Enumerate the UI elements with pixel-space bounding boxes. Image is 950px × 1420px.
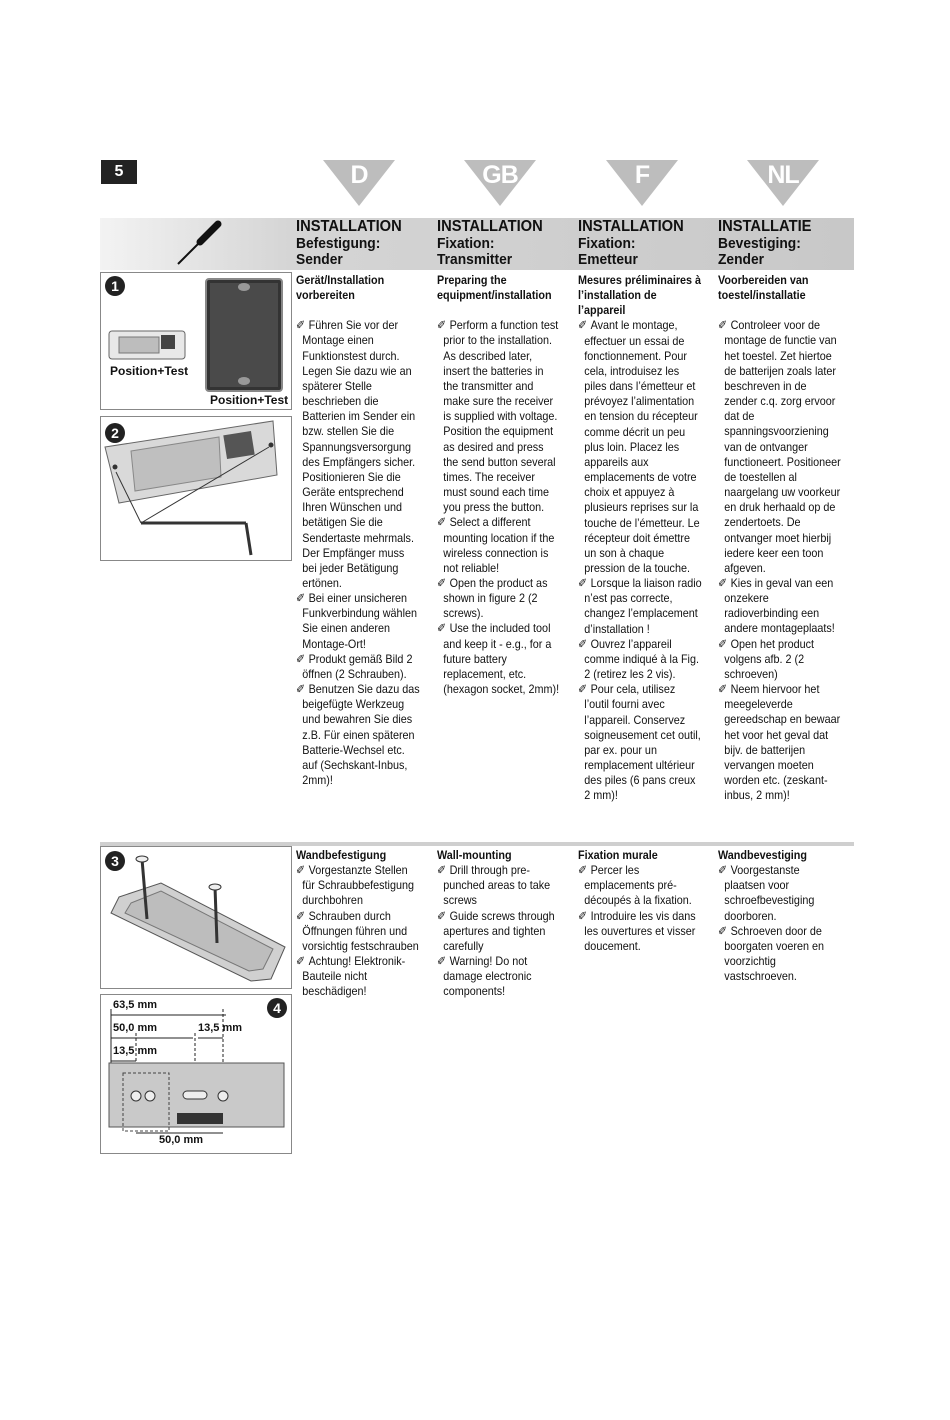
list-item [437,515,561,576]
column-subheading: Mesures préliminaires à l’installation de l’appareil [578,273,702,318]
column-subheading: Wall-mounting [437,848,512,862]
list-item-text: Voorgestanste plaatsen voor schroefbevestiging doorboren. [724,863,815,923]
list-item-text: Führen Sie vor der Montage einen Funktionstest durch. Legen Sie dazu wie an späterer Stelle beschrieben die Batterien im Sender ein bzw. stellen Sie die Spannungsversorgung des Empfängers sicher. Positionieren Sie die Geräte entsprechend Ihren Wünschen und betätigen Sie die Sendertaste mehrmals. Der Empfänger muss bei jeder Betätigung ertönen. [302,318,416,590]
list-item-text: Drill through pre-punched areas to take screws [443,863,551,908]
pencil-icon: ✐ [437,575,447,590]
list-item-text: Open the product as shown in figure 2 (2 screws). [443,575,548,621]
figure-badge: 4 [267,998,287,1018]
heading-d [296,218,436,268]
figure-label: Position+Test [110,364,189,378]
pencil-icon: ✐ [718,863,728,878]
pencil-icon: ✐ [718,923,728,938]
pencil-icon: ✐ [437,954,447,969]
pencil-icon: ✐ [437,863,447,878]
list-item-text: Use the included tool and keep it - e.g., for a future battery replacement, etc. (hexagon socket, 2mm)! [443,621,560,697]
list-item [718,863,842,924]
list-item-text: Achtung! Elektronik-Bauteile nicht beschädigen! [302,954,406,999]
pencil-icon: ✐ [718,636,728,651]
list-item [718,576,842,637]
list-item-text: Pour cela, utilisez l’outil fourni avec l’appareil. Conservez soigneusement cet outil, par ex. pour un remplacement ultérieur des piles (6 pans creux 2 mm)! [584,682,701,803]
heading-title: INSTALLATION [296,218,402,235]
list-item-text: Lorsque la liaison radio n’est pas correcte, changez l’emplacement d’installation ! [584,576,702,636]
opened-transmitter-illustration [101,417,291,560]
list-item [437,318,561,515]
heading-subtitle: Fixation: [437,235,495,252]
list-item [296,863,420,908]
pencil-icon: ✐ [296,651,306,666]
list-item [578,682,702,803]
list-item [578,863,702,908]
language-marker-d [323,160,395,206]
figure-2 [100,416,292,561]
wall-mounting-illustration [101,847,291,988]
pencil-icon: ✐ [296,682,306,697]
column-subheading: Wandbevestiging [718,848,808,862]
list-item [578,318,702,576]
list-item [296,591,420,652]
heading-subtitle: Bevestiging: [718,235,801,252]
language-marker-nl [747,160,819,206]
list-item-text: Schroeven door de boorgaten voeren en voorzichtig vastschroeven. [724,923,824,984]
language-label: F [634,161,650,189]
list-item [296,909,420,954]
pencil-icon: ✐ [718,318,728,333]
heading-title: INSTALLATION [578,218,684,235]
pencil-icon: ✐ [578,318,588,333]
figure-label: Position+Test [210,393,289,407]
transmitter-receiver-illustration [101,273,291,409]
column-d [296,273,420,788]
heading-subtitle: Transmitter [437,251,513,268]
list-item [437,863,561,908]
dimension-label: 50,0 mm [159,1134,204,1146]
pencil-icon: ✐ [296,908,306,923]
list-item-text: Guide screws through apertures and tighten carefully [443,908,555,953]
heading-subtitle: Emetteur [578,251,638,268]
column-nl-2 [718,848,842,984]
list-item-text: Neem hiervoor het meegeleverde gereedschap en bewaar het voor het geval dat bijv. de batterijen vervangen moeten worden etc. (zeskant-inbus, 2 mm)! [724,682,841,803]
dimension-label: 63,5 mm [113,999,158,1011]
list-item-text: Produkt gemäß Bild 2 öffnen (2 Schrauben). [302,651,413,681]
list-item [718,637,842,682]
column-subheading: Preparing the equipment/installation [437,273,552,303]
list-item [437,909,561,954]
pencil-icon: ✐ [296,954,306,969]
list-item-text: Vorgestanzte Stellen für Schraubbefestigung durchbohren [302,863,414,908]
heading-f [578,218,718,268]
pencil-icon: ✐ [718,682,728,697]
list-item-text: Kies in geval van een onzekere radioverbinding een andere montageplaats! [724,575,835,636]
list-item [718,924,842,985]
pencil-icon: ✐ [578,682,588,697]
dimension-label: 13,5 mm [198,1022,243,1034]
list-item-text: Open het product volgens afb. 2 (2 schroeven) [724,636,815,681]
heading-subtitle: Sender [296,251,343,268]
list-item-text: Schrauben durch Öffnungen führen und vorsichtig festschrauben [302,908,419,953]
language-label: NL [767,161,799,189]
figure-1 [100,272,292,410]
list-item [296,318,420,591]
pencil-icon: ✐ [718,575,728,590]
list-item-text: Avant le montage, effectuer un essai de fonctionnement. Pour cela, introduisez les piles dans l’émetteur et prévoyez l’alimentation en tension du récepteur comme décrit un peu plus loin. Placez les appareils aux emplacements de votre choix et appuyez à plusieurs reprises sur la touche de l’émetteur. Le récepteur doit émettre un son à chaque pression de la touche. [584,318,700,575]
dimension-label: 13,5 mm [113,1045,158,1057]
list-item [296,682,420,788]
column-subheading: Fixation murale [578,848,658,862]
figure-4 [100,994,292,1154]
list-item [437,954,561,999]
figure-badge: 1 [105,276,125,296]
heading-subtitle: Zender [718,251,765,268]
heading-title: INSTALLATIE [718,218,812,235]
heading-title: INSTALLATION [437,218,543,235]
dimension-label: 50,0 mm [113,1022,158,1034]
list-item [296,954,420,999]
list-item-text: Percer les emplacements pré-découpés à la fixation. [584,863,692,908]
pencil-icon: ✐ [437,908,447,923]
list-item [578,909,702,954]
list-item [296,652,420,682]
heading-subtitle: Fixation: [578,235,636,252]
figure-badge: 3 [105,851,125,871]
language-label: D [350,161,368,189]
pencil-icon: ✐ [437,318,447,333]
list-item-text: Select a different mounting location if the wireless connection is not reliable! [443,515,555,575]
column-subheading: Voorbereiden van toestel/installatie [718,273,809,303]
list-item-text: Bei einer unsicheren Funkverbindung wählen Sie einen anderen Montage-Ort! [302,591,417,651]
column-f-2 [578,848,702,954]
page-number: 5 [101,160,137,184]
list-item [437,621,561,697]
column-subheading: Gerät/Installation vorbereiten [296,273,385,303]
language-marker-f [606,160,678,206]
column-gb-2 [437,848,561,1000]
column-gb [437,273,561,697]
pencil-icon: ✐ [578,636,588,651]
pencil-icon: ✐ [578,863,588,878]
list-item-text: Perform a function test prior to the installation. As described later, insert the batteries in the transmitter and make sure the receiver is supplied with voltage. Position the equipment as desired and press the send button several times. The receiver must sound each time you press the button. [443,318,559,515]
pencil-icon: ✐ [578,908,588,923]
column-subheading: Wandbefestigung [296,848,387,862]
screwdriver-icon [170,220,230,268]
column-d-2 [296,848,420,1000]
heading-gb [437,218,577,268]
list-item-text: Warning! Do not damage electronic components! [443,954,532,999]
language-marker-gb [464,160,536,206]
dimension-diagram [101,995,291,1153]
pencil-icon: ✐ [578,576,588,591]
pencil-icon: ✐ [437,621,447,636]
pencil-icon: ✐ [296,863,306,878]
column-f [578,273,702,803]
figure-3 [100,846,292,989]
list-item [718,682,842,803]
pencil-icon: ✐ [437,515,447,530]
list-item-text: Introduire les vis dans les ouvertures et visser doucement. [584,908,696,953]
figure-badge: 2 [105,423,125,443]
pencil-icon: ✐ [296,591,306,606]
heading-subtitle: Befestigung: [296,235,381,252]
list-item-text: Benutzen Sie dazu das beigefügte Werkzeug und bewahren Sie dies z.B. Für einen späteren Batterie-Wechsel etc. auf (Sechskant-Inbus, 2mm)! [302,682,420,787]
list-item [437,576,561,621]
list-item-text: Controleer voor de montage de functie van het toestel. Zet hiertoe de batterijen zoals later beschreven in de zender c.q. zorg ervoor dat de spanningsvoorziening van de ontvanger functioneert. Positioneer de toestellen al naargelang uw voorkeur en druk herhaald op de zendertoets. De ontvanger moet hierbij iedere keer een toon afgeven. [724,318,841,575]
column-nl [718,273,842,803]
language-label: GB [482,161,518,189]
list-item-text: Ouvrez l’appareil comme indiqué à la Fig. 2 (retirez les 2 vis). [584,636,699,682]
heading-nl [718,218,858,268]
list-item [578,637,702,682]
list-item [578,576,702,637]
pencil-icon: ✐ [296,318,306,333]
list-item [718,318,842,576]
